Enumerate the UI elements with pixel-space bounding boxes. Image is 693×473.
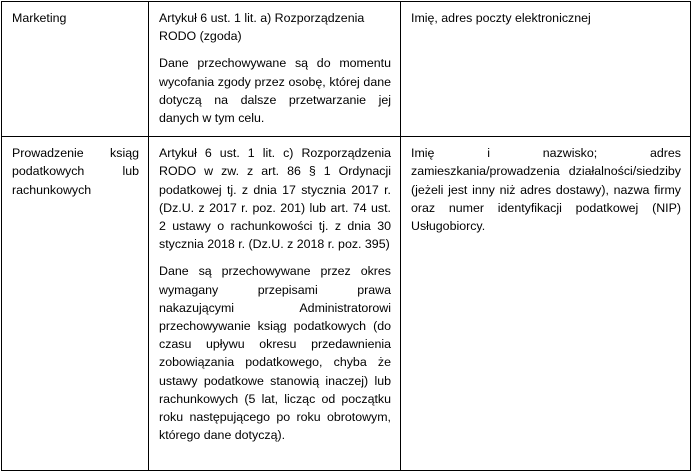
- purpose-cell: [2, 2, 149, 137]
- legal-basis-cell: [149, 2, 401, 137]
- data-scope-cell: [401, 2, 691, 137]
- legal-basis-text: Artykuł 6 ust. 1 lit. c) Rozporządzenia RODO w zw. z art. 86 § 1 Ordynacji podatkowej tj. z dnia 17 stycznia 2017 r. (Dz.U. z 2017 r. poz. 201) lub art. 74 ust. 2 ustawy o rachunkowości tj. z dnia 30 stycznia 2018 r. (Dz.U. z 2018 r. poz. 395): [159, 146, 391, 252]
- retention-text: Dane przechowywane są do momentu wycofania zgody przez osobę, której dane dotyczą na dalsze przetwarzanie jej danych w tym celu.: [159, 56, 391, 126]
- legal-basis-text: Artykuł 6 ust. 1 lit. a) Rozporządzenia RODO (zgoda): [159, 11, 365, 44]
- data-scope-text: Imię i nazwisko; adres zamieszkania/prowadzenia działalności/siedziby (jeżeli jest inny niż adres dostawy), nazwa firmy oraz numer identyfikacji podatkowej (NIP) Usługobiorcy.: [411, 146, 681, 234]
- table-row: [2, 137, 691, 471]
- purpose-cell: [2, 137, 149, 471]
- data-scope-cell: [401, 137, 691, 471]
- purpose-text: Prowadzenie ksiąg podatkowych lub rachunkowych: [12, 146, 139, 197]
- data-processing-table: [1, 1, 691, 471]
- retention-text: Dane są przechowywane przez okres wymagany przepisami prawa nakazującymi Administratorowi przechowywanie ksiąg podatkowych (do czasu upływu okresu przedawnienia zobowiązania podatkowego, chyba że ustawy podatkowe stanowią inaczej) lub rachunkowych (5 lat, licząc od początku roku następującego po roku obrotowym, którego dane dotyczą).: [159, 264, 391, 443]
- purpose-text: Marketing: [12, 11, 67, 25]
- legal-basis-cell: [149, 137, 401, 471]
- data-scope-text: Imię, adres poczty elektronicznej: [411, 11, 591, 25]
- table-row: [2, 2, 691, 137]
